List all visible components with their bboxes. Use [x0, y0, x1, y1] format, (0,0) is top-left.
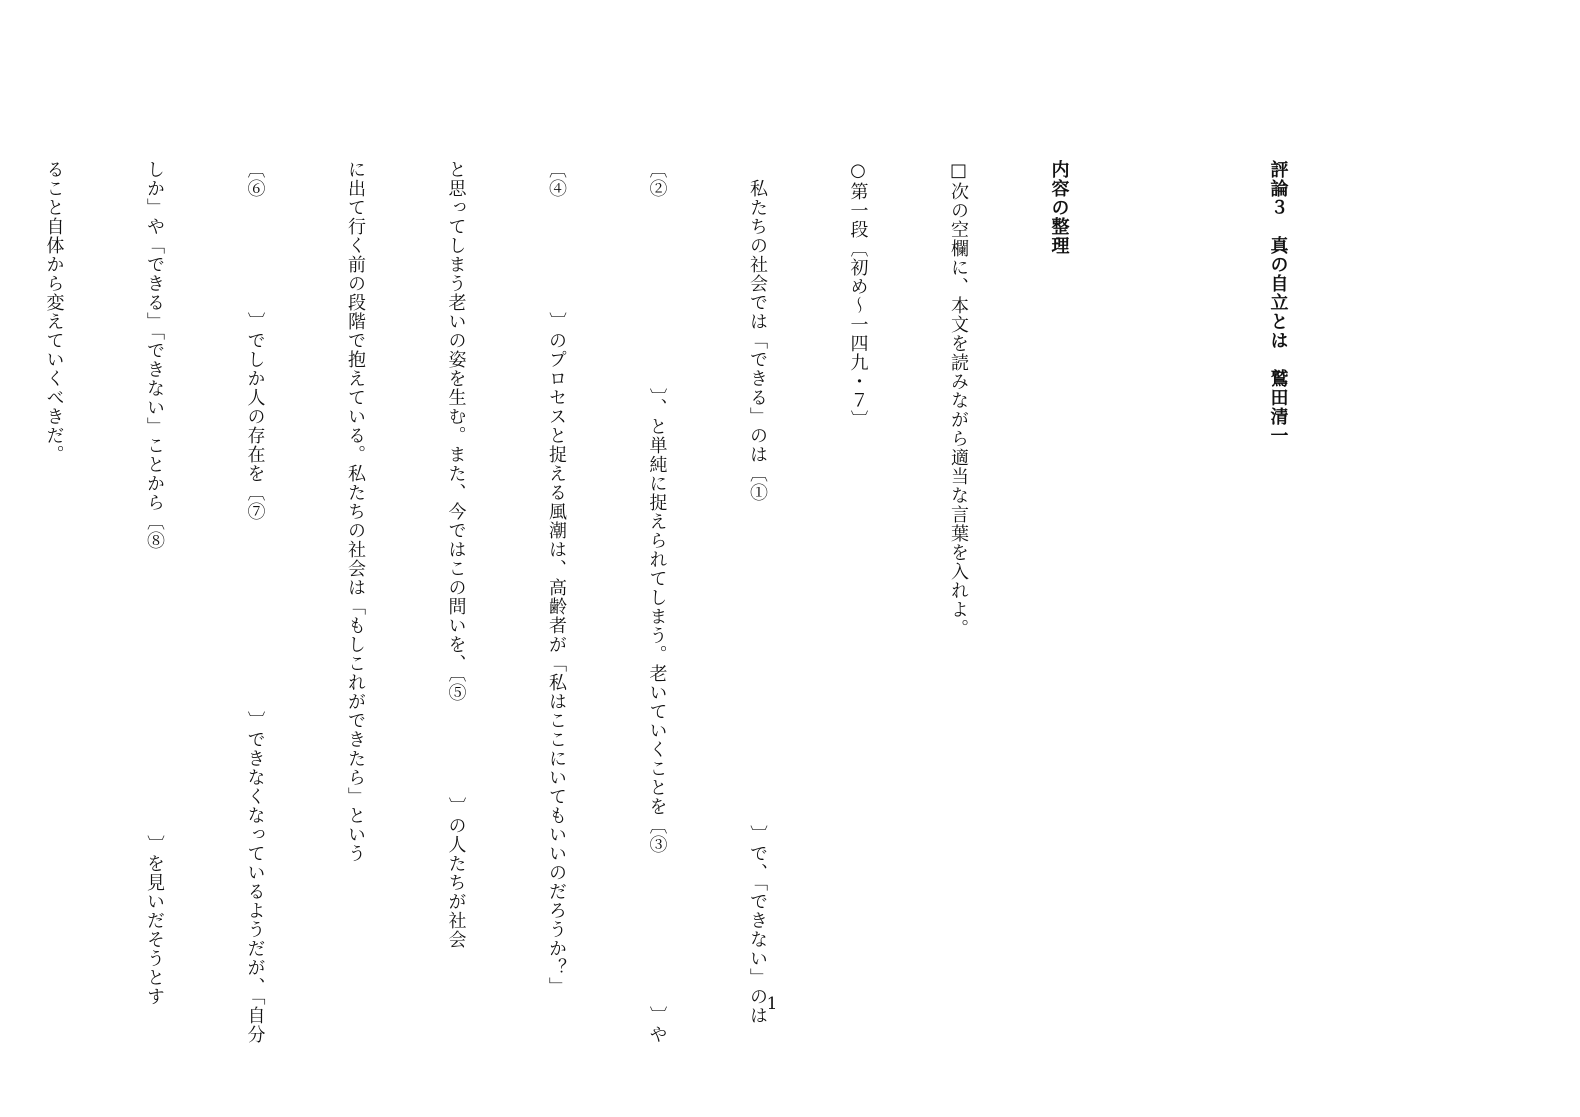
paragraph1-line: に出て行く前の段階で抱えている。私たちの社会は「もしこれができたら」という	[345, 160, 366, 863]
paragraph1-line: しか」や「できる」「できない」ことから〔⑧ 〕を見いだそうとす	[144, 160, 165, 1006]
paragraph1-line: ること自体から変えていくべきだ。	[43, 160, 65, 464]
paragraph1-line: 〔④ 〕のプロセスと捉える風潮は、高齢者が「私はここにいてもいいのだろうか？」	[546, 160, 567, 996]
content-section-heading: 内容の整理	[1048, 160, 1070, 255]
worksheet-title: 評論３ 真の自立とは 鷲田清一	[1267, 160, 1289, 445]
paragraph1-heading: ○第一段〔初め～一四九・７〕	[847, 160, 869, 429]
column-gap	[1176, 160, 1194, 970]
vertical-text-body	[0, 160, 1395, 1044]
content-instruction: □次の空欄に、本文を読みながら適当な言葉を入れよ。	[948, 160, 969, 638]
paragraph1-line: 私たちの社会では「できる」のは〔① 〕で、「できない」のは	[747, 160, 768, 1025]
page-number: 1	[766, 994, 778, 1014]
paragraph1-line: 〔② 〕、と単純に捉えられてしまう。老いていくことを〔③ 〕や	[646, 160, 668, 1044]
paragraph1-line: 〔⑥ 〕でしか人の存在を〔⑦ 〕できなくなっているようだが、「自分	[244, 160, 266, 1044]
paragraph1-line: と思ってしまう老いの姿を生む。また、今ではこの問いを、〔⑤ 〕の人たちが社会	[445, 160, 467, 949]
